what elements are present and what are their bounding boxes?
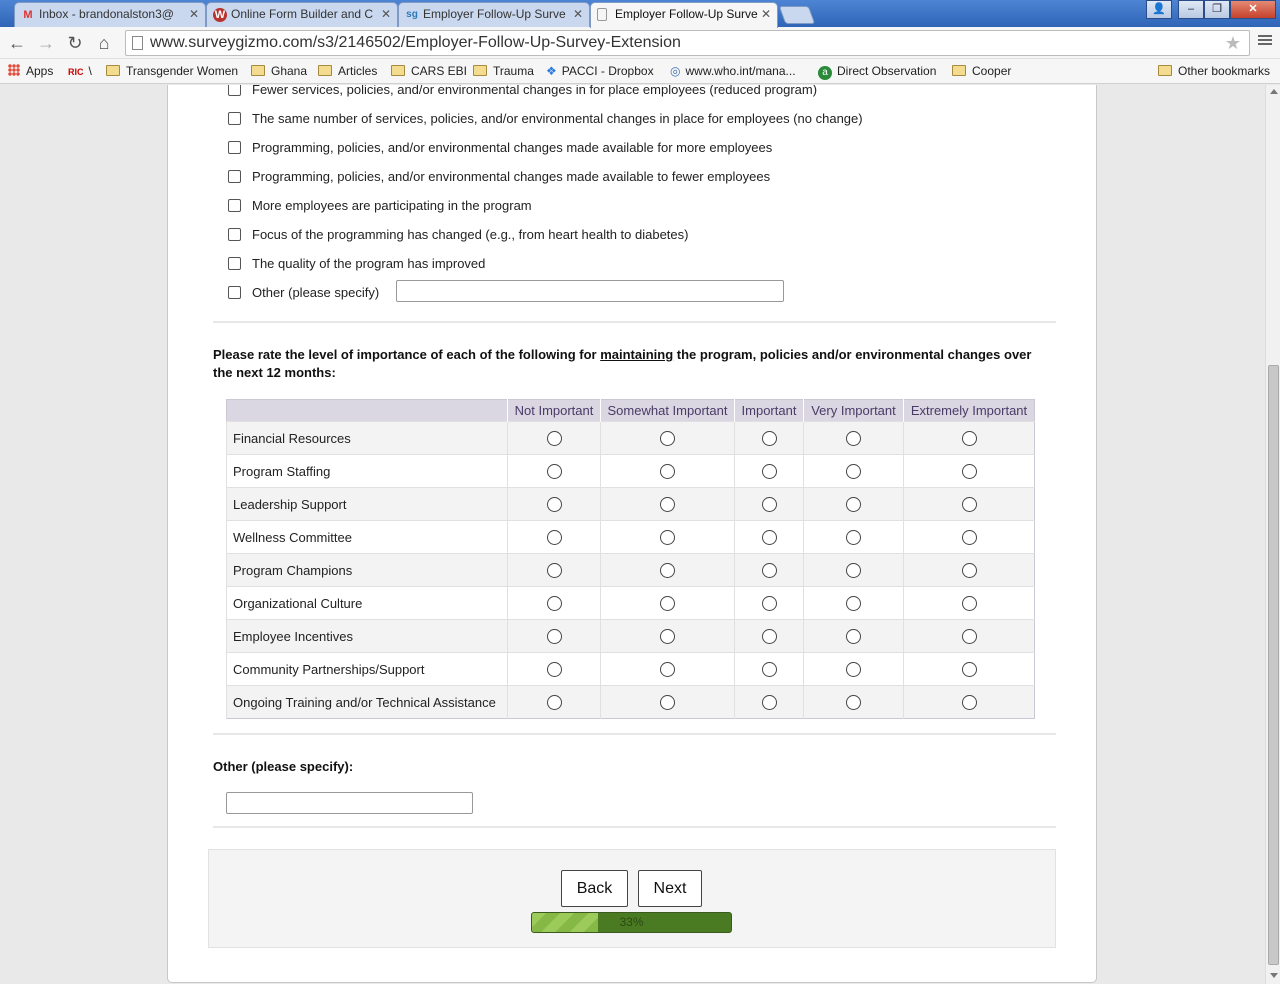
radio-button[interactable] bbox=[762, 530, 777, 545]
grid-row-label: Organizational Culture bbox=[227, 587, 508, 620]
menu-icon[interactable] bbox=[1258, 33, 1272, 47]
grid-radio-cell bbox=[904, 554, 1035, 587]
grid-radio-cell bbox=[904, 488, 1035, 521]
checkbox[interactable] bbox=[228, 199, 241, 212]
grid-radio-cell bbox=[735, 488, 804, 521]
url-text: www.surveygizmo.com/s3/2146502/Employer-Follow-Up-Survey-Extension bbox=[150, 34, 681, 51]
bookmark-apps[interactable]: Apps bbox=[8, 63, 53, 79]
grid-row-label: Financial Resources bbox=[227, 422, 508, 455]
grid-column-header: Very Important bbox=[804, 400, 904, 422]
grid-radio-cell bbox=[508, 488, 601, 521]
radio-button[interactable] bbox=[962, 662, 977, 677]
grid-radio-cell bbox=[904, 455, 1035, 488]
importance-grid bbox=[226, 399, 1035, 719]
grid-row bbox=[227, 587, 1035, 620]
address-bar[interactable] bbox=[125, 30, 1250, 56]
globe-icon: ◎ bbox=[670, 64, 681, 78]
bookmark-dropbox[interactable]: ❖ PACCI - Dropbox bbox=[546, 64, 654, 78]
grid-radio-cell bbox=[508, 422, 601, 455]
radio-button[interactable] bbox=[762, 563, 777, 578]
bookmark-folder[interactable]: Cooper bbox=[952, 63, 1011, 79]
grid-column-header: Important bbox=[735, 400, 804, 422]
question-title: Please rate the level of importance of each of the following for maintaining the program, policies and/or environmental changes over the next 12 months: bbox=[213, 347, 1032, 380]
radio-button[interactable] bbox=[660, 695, 675, 710]
minimize-button[interactable]: – bbox=[1178, 0, 1204, 19]
radio-button[interactable] bbox=[762, 662, 777, 677]
radio-button[interactable] bbox=[660, 662, 675, 677]
radio-button[interactable] bbox=[547, 431, 562, 446]
grid-radio-cell bbox=[601, 455, 735, 488]
grid-row bbox=[227, 686, 1035, 719]
radio-button[interactable] bbox=[962, 530, 977, 545]
grid-radio-cell bbox=[804, 488, 904, 521]
folder-icon bbox=[106, 65, 120, 76]
survey-page: Fewer services, policies, and/or environmental changes in for place employees (reduced program) The same number of services, policies, and/or environmental changes in place for employees (no change) Programming, policies, and/or environmental changes made available for more employees Programming, policies, and/or environmental changes made available to fewer employees More employees are participating in the program Focus of the programming has changed (e.g., from heart health to diabetes) The quality of the program has improved Other (please specify) Please rate the level of importance of each of the following for maintaining the program, policies and/or environmental changes over the next 12 months: Not Important Somewhat Important Important Very Important Extremely Important Financial Resources Program Staffing Leadership Support Wellness Committee Program Champions Organizational Culture Employee Incentives Community Partnerships/Support Ongoing Training and/or Technical Assistance Other (please specify): Back Next 33% bbox=[167, 85, 1097, 983]
grid-radio-cell bbox=[804, 455, 904, 488]
new-tab-button[interactable] bbox=[779, 6, 816, 24]
tab-label: Inbox - brandonalston3@ bbox=[39, 7, 174, 21]
radio-button[interactable] bbox=[762, 497, 777, 512]
reload-icon[interactable]: ↻ bbox=[67, 33, 83, 53]
grid-radio-cell bbox=[804, 587, 904, 620]
radio-button[interactable] bbox=[547, 530, 562, 545]
radio-button[interactable] bbox=[762, 431, 777, 446]
grid-radio-cell bbox=[601, 587, 735, 620]
radio-button[interactable] bbox=[660, 431, 675, 446]
close-icon[interactable]: ✕ bbox=[188, 7, 199, 21]
vertical-scrollbar[interactable] bbox=[1265, 85, 1280, 984]
grid-radio-cell bbox=[735, 620, 804, 653]
radio-button[interactable] bbox=[547, 695, 562, 710]
wufoo-icon: W bbox=[214, 9, 226, 21]
tab-label: Employer Follow-Up Surve bbox=[423, 7, 566, 21]
grid-radio-cell bbox=[601, 422, 735, 455]
grid-radio-cell bbox=[601, 521, 735, 554]
bookmarks-bar bbox=[0, 59, 1280, 84]
grid-row bbox=[227, 455, 1035, 488]
radio-button[interactable] bbox=[846, 596, 861, 611]
radio-button[interactable] bbox=[846, 695, 861, 710]
grid-radio-cell bbox=[601, 686, 735, 719]
browser-toolbar bbox=[0, 27, 1280, 59]
radio-button[interactable] bbox=[762, 695, 777, 710]
grid-radio-cell bbox=[508, 521, 601, 554]
grid-radio-cell bbox=[508, 686, 601, 719]
window-controls bbox=[1146, 0, 1276, 20]
close-icon[interactable]: ✕ bbox=[380, 7, 391, 21]
radio-button[interactable] bbox=[547, 464, 562, 479]
bookmark-ric[interactable]: RIC \ bbox=[68, 64, 92, 78]
radio-button[interactable] bbox=[962, 464, 977, 479]
radio-button[interactable] bbox=[547, 497, 562, 512]
page-viewport bbox=[0, 85, 1265, 984]
grid-radio-cell bbox=[904, 422, 1035, 455]
grid-radio-cell bbox=[735, 455, 804, 488]
progress-bar bbox=[531, 912, 732, 933]
divider bbox=[213, 826, 1056, 828]
progress-text: 33% bbox=[619, 915, 644, 929]
grid-radio-cell bbox=[804, 554, 904, 587]
radio-button[interactable] bbox=[846, 563, 861, 578]
grid-radio-cell bbox=[508, 620, 601, 653]
grid-row-label: Program Champions bbox=[227, 554, 508, 587]
radio-button[interactable] bbox=[547, 563, 562, 578]
grid-radio-cell bbox=[735, 422, 804, 455]
folder-icon bbox=[391, 65, 405, 76]
close-window-button[interactable]: ✕ bbox=[1230, 0, 1276, 19]
radio-button[interactable] bbox=[762, 596, 777, 611]
back-button[interactable]: Back bbox=[561, 870, 628, 907]
checkbox[interactable] bbox=[228, 228, 241, 241]
folder-icon bbox=[473, 65, 487, 76]
grid-column-header: Somewhat Important bbox=[601, 400, 735, 422]
radio-button[interactable] bbox=[962, 563, 977, 578]
radio-button[interactable] bbox=[846, 629, 861, 644]
radio-button[interactable] bbox=[762, 464, 777, 479]
checkbox[interactable] bbox=[228, 112, 241, 125]
bookmark-folder[interactable]: Transgender Women bbox=[106, 63, 238, 79]
bookmark-folder[interactable]: CARS EBI bbox=[391, 63, 467, 79]
tab-active[interactable] bbox=[590, 2, 778, 28]
radio-button[interactable] bbox=[962, 431, 977, 446]
other-specify-input[interactable] bbox=[396, 280, 784, 302]
grid-radio-cell bbox=[904, 620, 1035, 653]
ric-icon: RIC bbox=[68, 67, 84, 77]
bookmark-folder[interactable]: Trauma bbox=[473, 63, 534, 79]
grid-radio-cell bbox=[601, 554, 735, 587]
grid-row-label: Wellness Committee bbox=[227, 521, 508, 554]
grid-radio-cell bbox=[904, 587, 1035, 620]
grid-radio-cell bbox=[508, 455, 601, 488]
grid-row-label: Ongoing Training and/or Technical Assistance bbox=[227, 686, 508, 719]
grid-row bbox=[227, 620, 1035, 653]
checkbox[interactable] bbox=[228, 257, 241, 270]
grid-row-label: Employee Incentives bbox=[227, 620, 508, 653]
grid-radio-cell bbox=[508, 653, 601, 686]
grid-radio-cell bbox=[904, 686, 1035, 719]
radio-button[interactable] bbox=[962, 695, 977, 710]
back-arrow-icon[interactable]: ← bbox=[8, 33, 26, 53]
grid-header-row bbox=[227, 400, 1035, 422]
radio-button[interactable] bbox=[660, 563, 675, 578]
dropbox-icon: ❖ bbox=[546, 64, 557, 78]
grid-radio-cell bbox=[601, 620, 735, 653]
bookmark-folder[interactable]: Articles bbox=[318, 63, 377, 79]
radio-button[interactable] bbox=[660, 596, 675, 611]
grid-radio-cell bbox=[804, 686, 904, 719]
folder-icon bbox=[1158, 65, 1172, 76]
radio-button[interactable] bbox=[547, 596, 562, 611]
folder-icon bbox=[318, 65, 332, 76]
grid-row-label: Community Partnerships/Support bbox=[227, 653, 508, 686]
next-button[interactable]: Next bbox=[638, 870, 702, 907]
grid-radio-cell bbox=[735, 554, 804, 587]
grid-radio-cell bbox=[508, 587, 601, 620]
apps-grid-icon bbox=[8, 64, 20, 76]
radio-button[interactable] bbox=[846, 662, 861, 677]
radio-button[interactable] bbox=[547, 629, 562, 644]
scroll-up-arrow-icon[interactable] bbox=[1270, 89, 1278, 94]
grid-radio-cell bbox=[904, 653, 1035, 686]
grid-row bbox=[227, 554, 1035, 587]
grid-radio-cell bbox=[735, 686, 804, 719]
star-icon[interactable]: ★ bbox=[1224, 33, 1241, 53]
radio-button[interactable] bbox=[846, 431, 861, 446]
radio-button[interactable] bbox=[962, 629, 977, 644]
page-icon bbox=[597, 8, 607, 21]
tab-surveygizmo[interactable] bbox=[398, 2, 590, 27]
a-circle-icon: a bbox=[818, 66, 832, 80]
grid-radio-cell bbox=[735, 521, 804, 554]
scroll-thumb[interactable] bbox=[1268, 365, 1279, 965]
folder-icon bbox=[251, 65, 265, 76]
survey-footer bbox=[208, 849, 1056, 948]
grid-radio-cell bbox=[735, 653, 804, 686]
tab-gmail[interactable] bbox=[14, 2, 206, 27]
grid-radio-cell bbox=[735, 587, 804, 620]
grid-row bbox=[227, 521, 1035, 554]
grid-radio-cell bbox=[601, 653, 735, 686]
profile-icon[interactable]: 👤 bbox=[1146, 0, 1172, 19]
grid-radio-cell bbox=[804, 521, 904, 554]
page-icon bbox=[132, 36, 143, 50]
checkbox[interactable] bbox=[228, 286, 241, 299]
grid-row bbox=[227, 488, 1035, 521]
tab-label: Online Form Builder and C bbox=[231, 7, 374, 21]
bookmark-direct[interactable]: a Direct Observation bbox=[818, 63, 936, 80]
radio-button[interactable] bbox=[660, 464, 675, 479]
grid-row bbox=[227, 422, 1035, 455]
other-question-input[interactable] bbox=[226, 792, 473, 814]
grid-radio-cell bbox=[804, 422, 904, 455]
divider bbox=[213, 321, 1056, 323]
folder-icon bbox=[952, 65, 966, 76]
close-icon[interactable]: ✕ bbox=[572, 7, 583, 21]
radio-button[interactable] bbox=[962, 497, 977, 512]
grid-radio-cell bbox=[804, 653, 904, 686]
grid-column-header: Not Important bbox=[508, 400, 601, 422]
forward-arrow-icon[interactable]: → bbox=[37, 33, 55, 53]
grid-corner bbox=[227, 400, 508, 422]
radio-button[interactable] bbox=[962, 596, 977, 611]
tab-strip bbox=[0, 0, 1280, 27]
grid-radio-cell bbox=[508, 554, 601, 587]
radio-button[interactable] bbox=[846, 530, 861, 545]
bookmark-other[interactable]: Other bookmarks bbox=[1158, 63, 1270, 79]
divider bbox=[213, 733, 1056, 735]
home-icon[interactable]: ⌂ bbox=[98, 33, 110, 53]
bookmark-who[interactable]: ◎ www.who.int/mana... bbox=[670, 64, 796, 78]
checkbox[interactable] bbox=[228, 85, 241, 96]
grid-radio-cell bbox=[904, 521, 1035, 554]
maximize-button[interactable]: ❐ bbox=[1204, 0, 1230, 19]
close-icon[interactable]: ✕ bbox=[760, 7, 771, 21]
grid-radio-cell bbox=[804, 620, 904, 653]
checkbox[interactable] bbox=[228, 170, 241, 183]
radio-button[interactable] bbox=[660, 497, 675, 512]
radio-button[interactable] bbox=[660, 530, 675, 545]
tab-wufoo[interactable] bbox=[206, 2, 398, 27]
grid-row bbox=[227, 653, 1035, 686]
tab-label: Employer Follow-Up Surve bbox=[615, 7, 758, 21]
other-question-label: Other (please specify): bbox=[213, 759, 354, 774]
gmail-icon: M bbox=[23, 9, 33, 21]
radio-button[interactable] bbox=[846, 464, 861, 479]
grid-radio-cell bbox=[601, 488, 735, 521]
radio-button[interactable] bbox=[846, 497, 861, 512]
bookmark-folder[interactable]: Ghana bbox=[251, 63, 307, 79]
grid-column-header: Extremely Important bbox=[904, 400, 1035, 422]
grid-row-label: Leadership Support bbox=[227, 488, 508, 521]
radio-button[interactable] bbox=[547, 662, 562, 677]
radio-button[interactable] bbox=[660, 629, 675, 644]
checkbox[interactable] bbox=[228, 141, 241, 154]
scroll-down-arrow-icon[interactable] bbox=[1270, 973, 1278, 978]
radio-button[interactable] bbox=[762, 629, 777, 644]
surveygizmo-icon: sg bbox=[406, 9, 418, 20]
grid-row-label: Program Staffing bbox=[227, 455, 508, 488]
